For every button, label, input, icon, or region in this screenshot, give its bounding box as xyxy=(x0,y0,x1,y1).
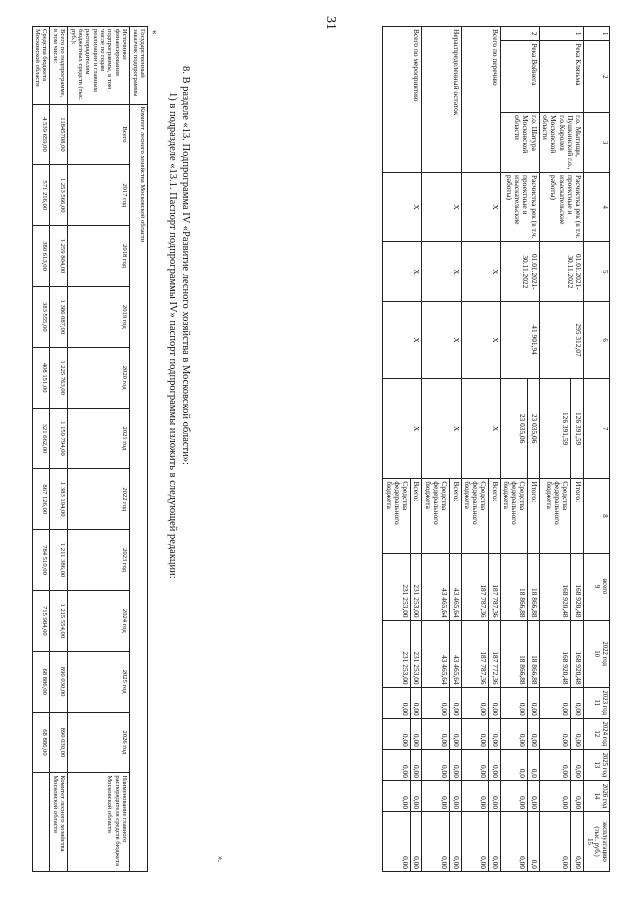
closing-quote: ». xyxy=(216,856,225,862)
hdr-c6: 6 xyxy=(584,302,610,379)
cell-source: Всего: xyxy=(489,479,500,553)
table-row xyxy=(571,27,584,872)
cell-value: 0,00 xyxy=(383,687,411,718)
cell-value: 0,00 xyxy=(571,687,584,718)
open-quote: « xyxy=(150,30,160,35)
cell-value: 187 787,36 xyxy=(461,620,489,687)
year-header: 2018 год xyxy=(68,226,130,287)
cell-x: X xyxy=(383,242,422,302)
cell-location: г.о. Шатура Московской области xyxy=(500,113,539,173)
cell-value: 0,00 xyxy=(461,749,489,780)
cell-value: 0,00 xyxy=(571,812,584,872)
cell-value: 18 866,88 xyxy=(528,553,539,620)
year-header: 2023 год xyxy=(68,530,130,591)
hdr-c11: 2023 год 11 xyxy=(584,687,610,718)
hdr-c10: 2022 год 10 xyxy=(584,620,610,687)
cell-value: 0,00 xyxy=(450,780,461,811)
cell-value: 0,00 xyxy=(422,780,450,811)
cell-value: 571 216,00 xyxy=(32,165,50,226)
cell-source: Средства федерального бюджета xyxy=(461,479,489,553)
cell-value: 0,00 xyxy=(571,749,584,780)
cell-value: 168 920,48 xyxy=(539,553,571,620)
cell-source: Средства федерального бюджета xyxy=(383,479,411,553)
cell-dates: 01.01.2021-30.11.2022 xyxy=(500,242,539,302)
cell-value: 321 662,00 xyxy=(32,408,50,469)
cell-value: 0,00 xyxy=(450,718,461,749)
table-row xyxy=(489,27,500,872)
cell-num: 2 xyxy=(500,27,539,41)
cell-value: 168 920,48 xyxy=(539,620,571,687)
group-name: Нераспределенный остаток xyxy=(422,27,461,173)
cell-value: 68 886,00 xyxy=(32,651,50,712)
table-row xyxy=(32,27,50,872)
cell-value: 43 465,64 xyxy=(422,553,450,620)
cell-value: 0,00 xyxy=(528,718,539,749)
hdr-c13: 2025 год 13 xyxy=(584,749,610,780)
cell-value: 0,00 xyxy=(489,749,500,780)
cell-value: 231 253,00 xyxy=(411,620,422,687)
table-row xyxy=(450,27,461,872)
cell-value: 231 253,00 xyxy=(383,553,411,620)
section-line-2: 1) в подразделе «13.1. Паспорт подпрограммы IV» паспорт подпрограммы изложить в следующей редакции: xyxy=(167,92,178,579)
cell-value: 0,0 xyxy=(528,749,539,780)
cell-source: Всего: xyxy=(450,479,461,553)
cell-value: 231 253,00 xyxy=(383,620,411,687)
table2-body xyxy=(32,27,68,872)
customer-label: Государственный заказчик подпрограммы xyxy=(130,27,148,105)
cell-value: 408 151,00 xyxy=(32,347,50,408)
cell-value: 43 465,64 xyxy=(450,620,461,687)
cell-value: 0,00 xyxy=(539,780,571,811)
hdr-c2: 2 xyxy=(584,41,610,113)
cell-value: 43 465,64 xyxy=(422,620,450,687)
cell-value: 4 539 659,00 xyxy=(32,104,50,165)
cell-num: 1 xyxy=(539,27,583,41)
hdr-num: 1 xyxy=(584,27,610,41)
cell-value: 0,00 xyxy=(422,749,450,780)
cell-c6: 295 312,07 xyxy=(539,302,583,379)
gr-header: Наименование главного распорядителя средств бюджета Московской области xyxy=(68,773,130,872)
table-row xyxy=(50,27,68,872)
cell-source: Средства федерального бюджета xyxy=(422,479,450,553)
hdr-c7: 7 xyxy=(584,378,610,479)
cell-value: 1 225 763,00 xyxy=(50,347,68,408)
cell-value: 0,00 xyxy=(489,687,500,718)
hdr-c4: 4 xyxy=(584,173,610,242)
year-header: 2017 год xyxy=(68,165,130,226)
cell-c7: 126 391,59 xyxy=(539,378,571,479)
cell-value: 0,00 xyxy=(450,749,461,780)
year-header: 2026 год xyxy=(68,712,130,773)
cell-c6: 41 901,94 xyxy=(500,302,539,379)
cell-value: 0,00 xyxy=(383,780,411,811)
cell-x: X xyxy=(422,378,461,479)
cell-value: 890 030,00 xyxy=(50,651,68,712)
passport-table xyxy=(32,26,148,872)
cell-value: 0,00 xyxy=(461,718,489,749)
objects-table xyxy=(382,26,610,872)
cell-x: X xyxy=(383,378,422,479)
cell-value: 0,00 xyxy=(422,687,450,718)
cell-location: г.о. Мытищи, Пушкинский г.о., г.о.Королев Московской области xyxy=(539,113,583,173)
cell-work: Расчистка рек (в т.ч. проектные и изыскательские работы) xyxy=(539,173,583,242)
hdr-c3: 3 xyxy=(584,113,610,173)
cell-x: X xyxy=(422,302,461,379)
cell-value: 1 383 194,00 xyxy=(50,469,68,530)
cell-value: 0,00 xyxy=(383,749,411,780)
cell-x: X xyxy=(461,378,500,479)
hdr-c5: 5 xyxy=(584,242,610,302)
cell-value: 0,00 xyxy=(489,780,500,811)
cell-x: X xyxy=(461,242,500,302)
year-header: 2025 год xyxy=(68,651,130,712)
cell-value: 1 253 566,00 xyxy=(50,165,68,226)
cell-value: 0,00 xyxy=(411,812,422,872)
table1-body xyxy=(383,27,584,872)
hdr-c12: 2024 год 12 xyxy=(584,718,610,749)
row-label: Средства бюджета Московской области xyxy=(32,27,50,105)
cell-x: X xyxy=(461,173,500,242)
cell-value: 0,00 xyxy=(528,687,539,718)
cell-c7: 23 035,06 xyxy=(500,378,528,479)
cell-value: 1 211 386,00 xyxy=(50,530,68,591)
cell-value: 867 126,00 xyxy=(32,469,50,530)
cell-value: 0,00 xyxy=(489,812,500,872)
cell-value: 0,00 xyxy=(539,687,571,718)
cell-value: 0,00 xyxy=(461,687,489,718)
cell-value: 187 787,36 xyxy=(461,553,489,620)
cell-value: 1 215 554,00 xyxy=(50,590,68,651)
cell-value: 383 555,00 xyxy=(32,286,50,347)
cell-value: 0,00 xyxy=(489,718,500,749)
cell-c7: 126 391,59 xyxy=(571,378,584,479)
section-line-1: 8. В разделе «13. Подпрограмма IV «Развитие лесного хозяйства в Московской области»: xyxy=(180,66,191,465)
cell-value: 0,00 xyxy=(383,718,411,749)
cell-value: 0,00 xyxy=(422,812,450,872)
cell-value: 11845708,00 xyxy=(50,104,68,165)
cell-value: 0,00 xyxy=(571,780,584,811)
hdr-c14: 2026 год 14 xyxy=(584,780,610,811)
cell-value: 43 465,64 xyxy=(450,553,461,620)
cell-value: 0,00 xyxy=(383,812,411,872)
cell-value: 168 920,48 xyxy=(571,620,584,687)
cell-value: 715 984,00 xyxy=(32,590,50,651)
year-header: 2022 год xyxy=(68,469,130,530)
section-heading xyxy=(166,36,192,579)
cell-value: 0,00 xyxy=(461,780,489,811)
cell-value: 0,00 xyxy=(571,718,584,749)
cell-value: 187 772,36 xyxy=(489,620,500,687)
year-header: 2019 год xyxy=(68,286,130,347)
cell-value: 168 920,48 xyxy=(571,553,584,620)
cell-value: 0,00 xyxy=(500,687,528,718)
year-header: 2024 год xyxy=(68,590,130,651)
table-row xyxy=(528,27,539,872)
cell-source: Средства федерального бюджета xyxy=(539,479,571,553)
cell-c7: 23 035,06 xyxy=(528,378,539,479)
cell-value: 0,00 xyxy=(500,718,528,749)
row-label: Всего по подпрограмме, в том числе: xyxy=(50,27,68,105)
cell-x: X xyxy=(461,302,500,379)
cell-value: 1 159 794,00 xyxy=(50,408,68,469)
cell-value: 0,00 xyxy=(539,718,571,749)
cell-value: 0,00 xyxy=(528,780,539,811)
cell-x: X xyxy=(422,173,461,242)
cell-name: Река Клязьма xyxy=(539,41,583,113)
cell-value: 0,00 xyxy=(539,749,571,780)
cell-work: Расчистка рек (в т.ч. проектные и изыскательские работы) xyxy=(500,173,539,242)
cell-source: Средства федерального бюджета xyxy=(500,479,528,553)
customer-value: Комитет лесного хозяйства Московской области xyxy=(130,104,148,871)
cell-x: X xyxy=(422,242,461,302)
cell-x: X xyxy=(383,302,422,379)
year-header: 2020 год xyxy=(68,347,130,408)
hdr-c15: эксплуатацию (тыс. руб.) 15 xyxy=(584,812,610,872)
cell-gr: Комитет лесного хозяйства Московской области xyxy=(50,773,68,872)
hdr-c9: всего 9 xyxy=(584,553,610,620)
cell-value: 18 866,88 xyxy=(500,620,528,687)
cell-value: 1 259 804,00 xyxy=(50,226,68,287)
cell-value: 0,00 xyxy=(461,812,489,872)
cell-value: 0,00 xyxy=(411,780,422,811)
cell-source: Итого: xyxy=(571,479,584,553)
customer-row xyxy=(130,27,148,872)
cell-value: 231 253,00 xyxy=(411,553,422,620)
cell-gr xyxy=(32,773,50,872)
cell-value: 0,00 xyxy=(411,687,422,718)
cell-value: 380 613,00 xyxy=(32,226,50,287)
cell-value: 0,00 xyxy=(411,749,422,780)
cell-value: 0,00 xyxy=(450,687,461,718)
table1-header-row xyxy=(584,27,610,872)
years-row xyxy=(68,27,130,872)
cell-dates: 01.01.2021-30.11.2022 xyxy=(539,242,583,302)
sources-label: Источники финансирования подпрограммы, в том числе по годам реализации и главным распорядителям бюджетных средств (тыс. руб.): xyxy=(68,27,130,105)
hdr-c8: 8 xyxy=(584,479,610,553)
year-header: Всего xyxy=(68,104,130,165)
cell-value: 784 510,00 xyxy=(32,530,50,591)
cell-x: X xyxy=(383,173,422,242)
cell-value: 0,00 xyxy=(450,812,461,872)
cell-name: Река Войнега xyxy=(500,41,539,113)
cell-value: 0,00 xyxy=(422,718,450,749)
group-name: Всего по мероприятию xyxy=(383,27,422,173)
cell-value: 890 030,00 xyxy=(50,712,68,773)
cell-value: 68 886,00 xyxy=(32,712,50,773)
cell-value: 0,0 xyxy=(500,749,528,780)
cell-value: 0,00 xyxy=(411,718,422,749)
group-name: Всего по перечню xyxy=(461,27,500,173)
rotated-content xyxy=(34,26,610,876)
cell-value: 0,0 xyxy=(528,812,539,872)
cell-value: 0,00 xyxy=(500,812,528,872)
cell-value: 18 866,88 xyxy=(500,553,528,620)
cell-value: 18 866,88 xyxy=(528,620,539,687)
cell-value: 0,00 xyxy=(539,812,571,872)
table-row xyxy=(411,27,422,872)
cell-value: 187 787,36 xyxy=(489,553,500,620)
cell-source: Итого: xyxy=(528,479,539,553)
page-number: 31 xyxy=(323,16,338,30)
cell-value: 0,00 xyxy=(500,780,528,811)
cell-source: Всего: xyxy=(411,479,422,553)
year-header: 2021 год xyxy=(68,408,130,469)
cell-value: 1 386 087,00 xyxy=(50,286,68,347)
